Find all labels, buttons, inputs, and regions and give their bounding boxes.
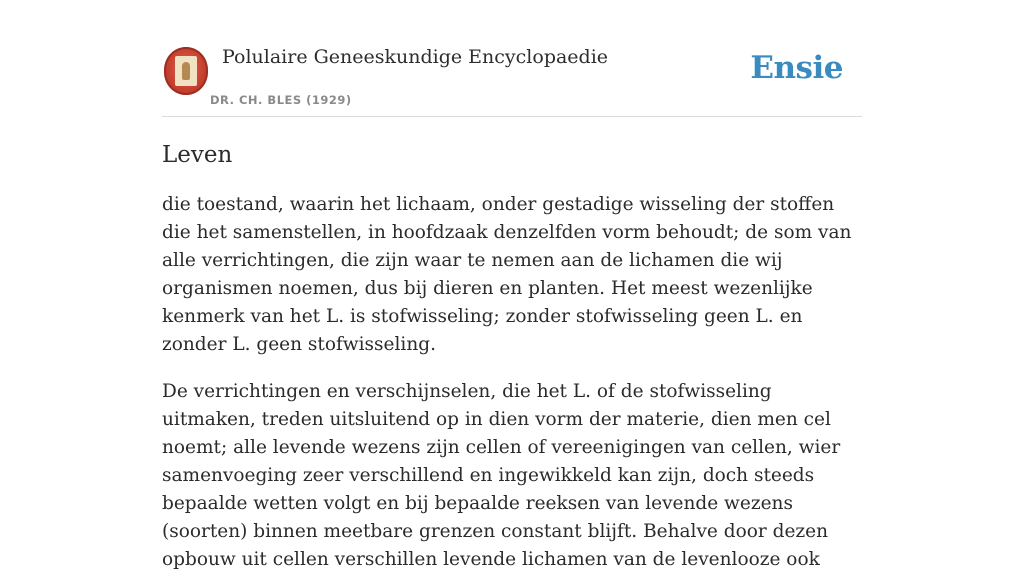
book-author: DR. CH. BLES (1929) — [210, 93, 352, 107]
entry-paragraph: De verrichtingen en verschijnselen, die het L. of de stofwisseling uitmaken, treden uitsluitend op in dien vorm der materie, dien men cel noemt; alle levende wezens zijn cellen of vereenigingen van cellen, wier samenvoeging zeer verschillend en ingewikkeld kan zijn, doch steeds bepaalde wetten volgt en bij bepaalde reeksen van levende wezens (soorten) binnen meetbare grenzen constant blijft. Behalve door dezen opbouw uit cellen verschillen levende lichamen van de levenlooze ook — [162, 381, 841, 570]
cover-figure — [182, 62, 190, 80]
entry-content — [162, 138, 862, 574]
entry-paragraph: die toestand, waarin het lichaam, onder gestadige wisseling der stoffen die het samenstellen, in hoofdzaak denzelfden vorm behoudt; de som van alle verrichtingen, die zijn waar te nemen aan de lichamen die wij organismen noemen, dus bij dieren en planten. Het meest wezenlijke kenmerk van het L. is stofwisseling; zonder stofwisseling geen L. en zonder L. geen stofwisseling. — [162, 194, 852, 355]
cover-panel — [175, 56, 197, 86]
book-title[interactable]: Polulaire Geneeskundige Encyclopaedie — [222, 46, 609, 68]
header — [162, 0, 862, 117]
book-cover-image[interactable] — [164, 47, 208, 95]
entry-title: Leven — [162, 142, 233, 168]
brand-logo[interactable]: Ensie — [750, 50, 843, 86]
